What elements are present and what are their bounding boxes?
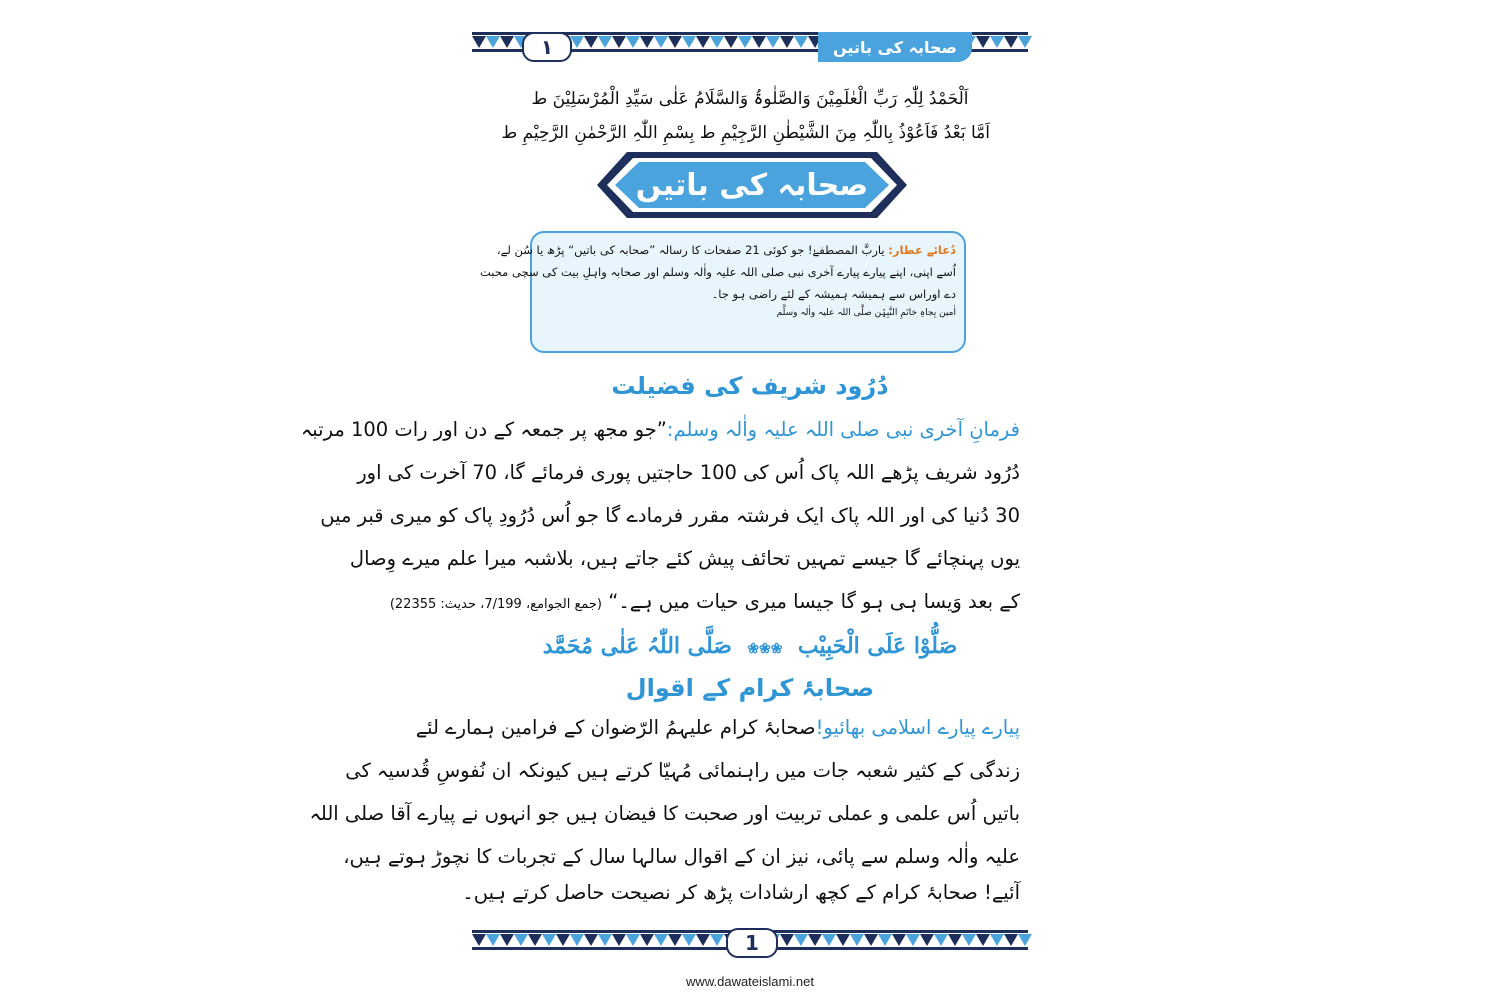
aqwal-lead: پیارے پیارے اسلامی بھائیو!: [815, 716, 1020, 739]
dua-line-2: اُسے اپنی، اپنے پیارے پیارے آخری نبی صلی اللہ علیہ واٰلہ وسلم اور صحابہ واہلِ بیت کی سچی محبت: [479, 265, 956, 279]
salawat-right: صَلَّی اللّٰہُ عَلٰی مُحَمَّد: [542, 633, 732, 659]
aqwal-line-5: آئیے! صحابۂ کرام کے کچھ ارشادات پڑھ کر نصیحت حاصل کرتے ہیں۔: [462, 881, 1020, 904]
durood-line-4: یوں پہنچائے گا جیسے تمہیں تحائف پیش کئے جاتے ہیں، بلاشبہ میرا علم میرے وِصال: [349, 547, 1020, 570]
footer-page-number: 1: [726, 928, 778, 958]
durood-text-5: کے بعد وَیسا ہی ہو گا جیسا میری حیات میں ہے۔“: [608, 590, 1020, 613]
dua-line-3: دے اوراس سے ہمیشہ ہمیشہ کے لئے راضی ہو جا۔: [711, 287, 956, 301]
durood-line-5: [389, 590, 1020, 613]
durood-line-2: دُرُود شریف پڑھے اللہ پاک اُس کی 100 حاجتیں پوری فرمائے گا، 70 آخرت کی اور: [357, 461, 1020, 484]
footer-url[interactable]: www.dawateislami.net: [686, 974, 814, 989]
section-heading-aqwal: صحابۂ کرام کے اقوال: [625, 674, 875, 702]
dua-text-1: یاربَّ المصطفےٰ! جو کوئی 21 صفحات کا رسالہ ”صحابہ کی باتیں“ پڑھ یا سُن لے،: [496, 243, 885, 257]
aqwal-text-1: صحابۂ کرام علیہمُ الرّضوان کے فرامین ہمارے لئے: [415, 716, 816, 739]
section-heading-durood: دُرُود شریف کی فضیلت: [611, 372, 889, 400]
salawat-line: [480, 633, 1020, 659]
dua-label: دُعائے عطار:: [888, 243, 956, 257]
salawat-left: صَلُّوْا عَلَی الْحَبِیْب: [797, 633, 958, 659]
dua-amin: اٰمین بِجاہِ خاتَمِ النَّبِیّٖن صلَّی اللہ علیہ واٰلہ وسلَّم: [776, 308, 956, 318]
page-title: صحابہ کی باتیں: [635, 167, 869, 203]
durood-line-1: [300, 418, 1020, 441]
aqwal-line-4: علیہ واٰلہ وسلم سے پائی، نیز ان کے اقوال سالہا سال کے تجربات کا نچوڑ ہوتے ہیں،: [343, 845, 1020, 868]
aqwal-line-3: باتیں اُس علمی و عملی تربیت اور صحبت کا فیضان ہیں جو انہوں نے پیارے آقا صلی اللہ: [309, 802, 1020, 825]
dua-line-1: [496, 239, 956, 261]
hadith-lead: فرمانِ آخری نبی صلی اللہ علیہ واٰلہ وسلم:: [666, 418, 1020, 441]
opening-line-2: اَمَّا بَعْدُ فَاَعُوْذُ بِاللّٰہِ مِنَ الشَّیْطٰنِ الرَّجِیْمِ ط بِسْمِ اللّٰہِ الرَّحْمٰنِ الرَّحِیْمِ ط: [501, 123, 990, 143]
aqwal-line-2: زندگی کے کثیر شعبہ جات میں راہنمائی مُہیّا کرتے ہیں کیونکہ ان نُفوسِ قُدسیہ کی: [345, 759, 1020, 782]
flower-icon: ❀❀❀: [747, 641, 783, 657]
header-book-title: صحابہ کی باتیں: [818, 32, 972, 62]
opening-line-1: اَلْحَمْدُ لِلّٰہِ رَبِّ الْعٰلَمِیْنَ وَالصَّلٰوۃُ وَالسَّلَامُ عَلٰی سَیِّدِ الْمُرْسَلِیْنَ ط: [531, 89, 969, 109]
header-page-number: ۱: [522, 32, 572, 62]
durood-text-1: ”جو مجھ پر جمعہ کے دن اور رات 100 مرتبہ: [300, 418, 667, 441]
hadith-reference: (جمع الجوامع، 7/199، حدیث: 22355): [389, 597, 603, 612]
aqwal-line-1: [415, 716, 1020, 739]
durood-line-3: 30 دُنیا کی اور اللہ پاک ایک فرشتہ مقرر فرمادے گا جو اُس دُرُودِ پاک کو میری قبر میں: [320, 504, 1020, 527]
dua-box: [479, 231, 966, 353]
